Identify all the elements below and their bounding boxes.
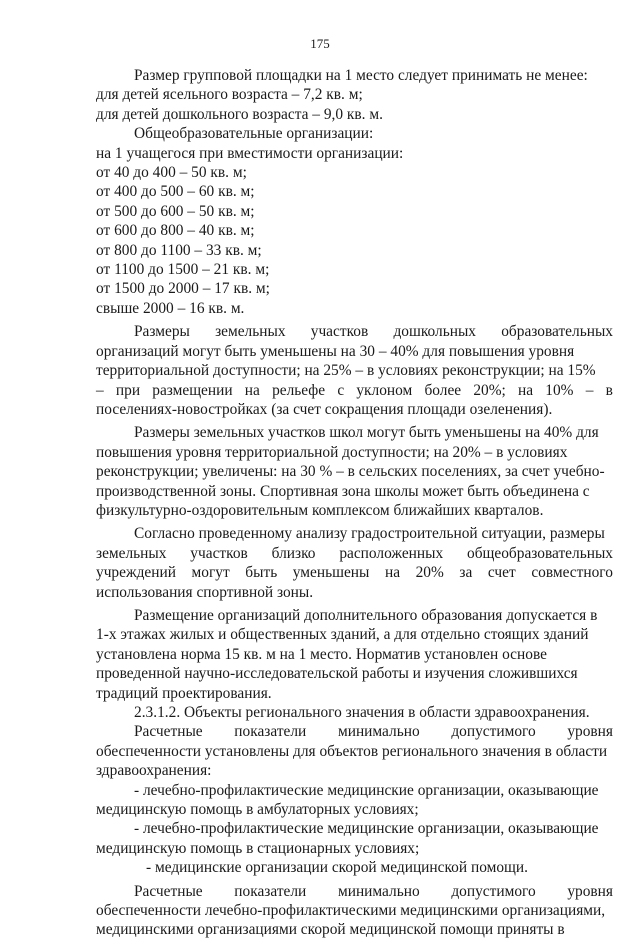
text-line: для детей дошкольного возраста – 9,0 кв. м.: [96, 105, 383, 123]
word: Расчетные: [134, 723, 203, 741]
word: уровня: [567, 882, 613, 900]
section-heading: 2.3.1.2. Объекты регионального значения в области здравоохранения.: [134, 704, 590, 721]
word: минимально: [337, 723, 420, 741]
justified-line: [96, 544, 613, 563]
word: на: [518, 381, 534, 399]
list-item: - медицинские организации скорой медицинской помощи.: [146, 859, 528, 877]
text-line: медицинскую помощь в амбулаторных условиях;: [96, 801, 419, 819]
text-line: проведенной научно-исследовательской работы и изучения сложившихся: [96, 665, 578, 683]
word: участков: [190, 544, 248, 562]
word: минимально: [337, 882, 420, 900]
text-line: Общеобразовательные организации:: [134, 125, 374, 143]
text-line: от 1500 до 2000 – 17 кв. м;: [96, 280, 270, 298]
page-number: 175: [310, 36, 330, 51]
word: 10%: [545, 381, 574, 399]
word: Размеры: [134, 323, 190, 341]
word: –: [585, 381, 594, 399]
text-line: для детей ясельного возраста – 7,2 кв. м;: [96, 86, 363, 104]
text-line: от 1100 до 1500 – 21 кв. м;: [96, 261, 270, 279]
word: Расчетные: [134, 882, 203, 900]
text-line: повышения уровня территориальной доступности; на 20% – в условиях: [96, 443, 568, 461]
text-line: 1-х этажах жилых и общественных зданий, а для отдельно стоящих зданий: [96, 626, 589, 644]
text-line: обеспеченности установлены для объектов регионального значения в области: [96, 742, 608, 760]
word: уровня: [567, 723, 613, 741]
word: участков: [310, 323, 369, 341]
justified-line: [96, 381, 613, 400]
word: счет: [487, 564, 516, 582]
justified-line: [96, 563, 613, 582]
document-body: [96, 66, 613, 940]
text-line: от 40 до 400 – 50 кв. м;: [96, 164, 247, 182]
word: показатели: [234, 723, 307, 741]
text-line: традиций проектирования.: [96, 684, 272, 702]
word: близко: [271, 544, 316, 562]
text-line: свыше 2000 – 16 кв. м.: [96, 299, 245, 317]
text-line: использования спортивной зоны.: [96, 583, 314, 601]
word: на: [244, 381, 260, 399]
text-line: организаций могут быть уменьшены на 30 – 40% для повышения уровня: [96, 342, 575, 360]
text-line: Размеры земельных участков школ могут быть уменьшены на 40% для: [134, 424, 599, 442]
text-line: реконструкции; увеличены: на 30 % – в сельских поселениях, за счет учебно-: [96, 463, 605, 481]
list-item: - лечебно-профилактические медицинские организации, оказывающие: [134, 820, 599, 838]
text-line: от 800 до 1100 – 33 кв. м;: [96, 241, 262, 259]
word: допустимого: [451, 882, 536, 900]
list-item: - лечебно-профилактические медицинские организации, оказывающие: [134, 781, 599, 799]
word: допустимого: [451, 723, 536, 741]
word: дошкольных: [393, 323, 476, 341]
text-line: территориальной доступности; на 25% – в условиях реконструкции; на 15%: [96, 362, 596, 380]
text-line: от 600 до 800 – 40 кв. м;: [96, 222, 255, 240]
text-line: производственной зоны. Спортивная зона школы может быть объединена с: [96, 482, 590, 500]
word: за: [459, 564, 473, 582]
justified-line: [96, 322, 613, 341]
word: при: [115, 381, 141, 399]
text-line: Согласно проведенному анализу градостроительной ситуации, размеры: [134, 525, 605, 543]
text-line: медицинскую помощь в стационарных условиях;: [96, 839, 420, 857]
word: –: [96, 381, 104, 399]
word: на: [384, 564, 401, 582]
word: расположенных: [339, 544, 444, 562]
word: 20%;: [473, 381, 506, 399]
text-line: Размер групповой площадки на 1 место следует принимать не менее:: [134, 67, 588, 84]
word: учреждений: [96, 564, 176, 582]
word: в: [605, 381, 613, 399]
text-line: здравоохранения:: [96, 762, 212, 780]
word: земельных: [96, 544, 167, 562]
justified-line: [96, 882, 613, 901]
text-line: медицинскими организациями скорой медицинской помощи приняты в: [96, 921, 565, 939]
word: более: [424, 381, 462, 399]
word: 20%: [415, 564, 444, 582]
text-line: обеспеченности лечебно-профилактическими медицинскими организациями,: [96, 902, 606, 920]
text-line: от 500 до 600 – 50 кв. м;: [96, 202, 255, 220]
word: показатели: [234, 882, 307, 900]
word: совместного: [531, 564, 613, 582]
text-line: на 1 учащегося при вместимости организации:: [96, 144, 404, 162]
word: общеобразовательных: [467, 544, 613, 562]
text-line: установлена норма 15 кв. м на 1 место. Норматив установлен основе: [96, 645, 547, 663]
word: рельефе: [272, 381, 326, 399]
word: быть: [245, 564, 278, 582]
text-line: поселениях-новостройках (за счет сокращения площади озеленения).: [96, 400, 553, 418]
text-line: Размещение организаций дополнительного образования допускается в: [134, 606, 598, 624]
word: с: [337, 381, 345, 399]
word: могут: [191, 564, 230, 582]
justified-line: [96, 722, 613, 741]
word: уменьшены: [292, 564, 370, 582]
text-line: от 400 до 500 – 60 кв. м;: [96, 183, 255, 201]
word: размещении: [152, 381, 233, 399]
word: образовательных: [501, 323, 613, 341]
text-line: физкультурно-оздоровительным комплексом ближайших кварталов.: [96, 501, 544, 519]
word: уклоном: [356, 381, 413, 399]
word: земельных: [215, 323, 286, 341]
